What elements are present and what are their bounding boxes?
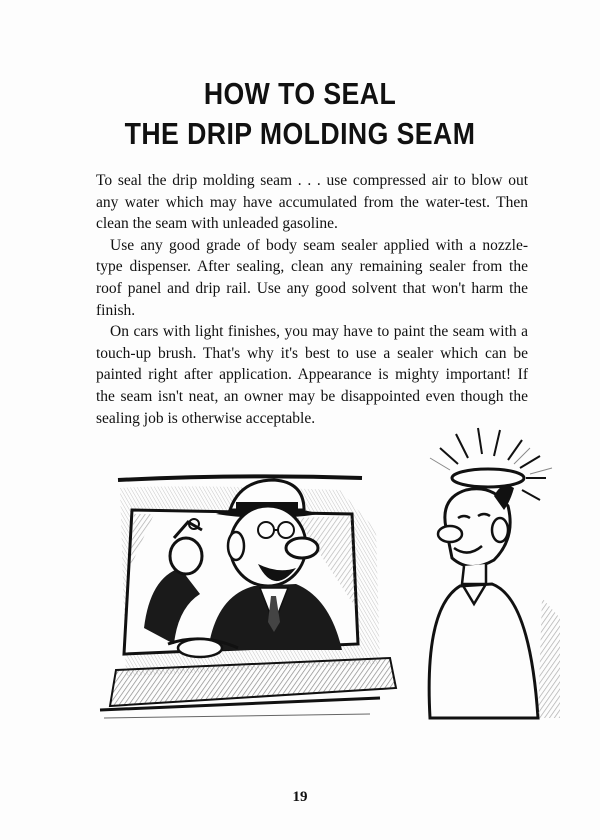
cartoon-illustration-icon [90,418,560,758]
body-text [96,170,528,429]
page-title-line-1: HOW TO SEAL [203,76,397,111]
page-title-line-2: THE DRIP MOLDING SEAM [124,116,476,151]
page-number: 19 [292,789,308,805]
paragraph-1: To seal the drip molding seam . . . use compressed air to blow out any water which may have accumulated from the water-test. Then clean the seam with unleaded gasoline. [96,172,528,233]
paragraph-3: On cars with light finishes, you may have to paint the seam with a touch-up brush. That's why it's best to use a sealer which can be painted right after application. Appearance is mighty important! If the seam isn't neat, an owner may be disappointed even though the sealing job is otherwise acceptable. [96,323,528,427]
paragraph-2: Use any good grade of body seam sealer applied with a nozzle-type dispenser. After sealing, clean any remaining sealer from the roof panel and drip rail. Use any good solvent that won't harm the finish. [96,236,528,319]
